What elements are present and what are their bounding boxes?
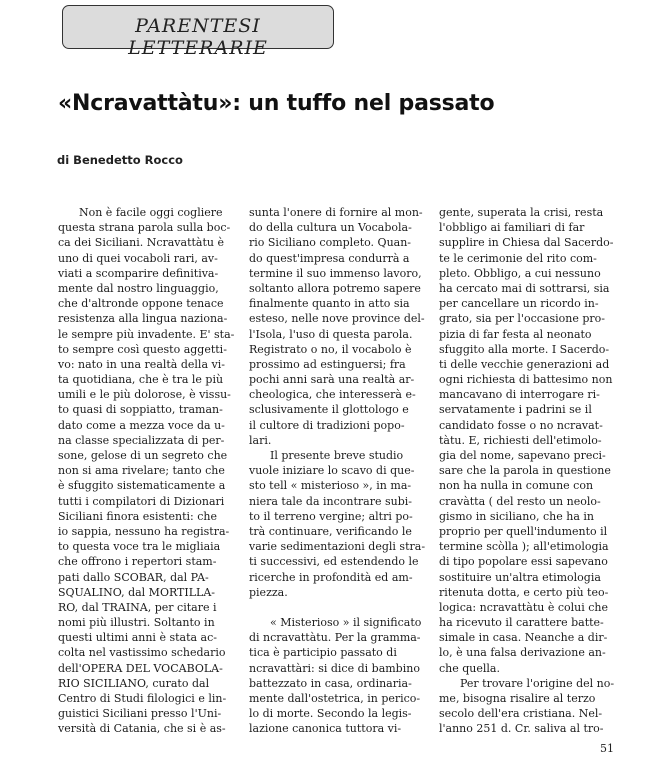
text-line: « Misterioso » il significato — [249, 616, 422, 630]
text-line: ti delle vecchie generazioni ad — [439, 357, 610, 371]
text-line: to sempre così questo aggetti- — [58, 342, 227, 356]
text-line: io sappia, nessuno ha registra- — [58, 524, 230, 538]
text-line: ogni richiesta di battesimo non — [439, 373, 613, 387]
text-line: sunta l'onere di fornire al mon- — [249, 206, 423, 219]
text-column-2 — [249, 205, 425, 737]
text-line: niera tale da incontrare subi- — [249, 494, 413, 508]
text-line: tica è participio passato di — [249, 646, 397, 660]
text-line: questa strana parola sulla boc- — [58, 221, 231, 235]
text-line: resistenza alla lingua naziona- — [58, 312, 228, 326]
section-label: PARENTESI LETTERARIE — [128, 15, 268, 59]
text-line: Per trovare l'origine del no- — [439, 676, 615, 690]
text-line: uno di quei vocaboli rari, av- — [58, 251, 218, 265]
text-line: esteso, nelle nove province del- — [249, 312, 425, 326]
text-line: cheologica, che interesserà e- — [249, 388, 416, 402]
text-line: lari. — [249, 433, 272, 447]
text-line: vo: nato in una realtà della vi- — [58, 357, 225, 371]
text-line: do quest'impresa condurrà a — [249, 251, 410, 265]
text-line: gente, superata la crisi, resta — [439, 206, 604, 219]
text-line: che offrono i repertori stam- — [58, 555, 217, 569]
text-line: finalmente quanto in atto sia — [249, 297, 410, 311]
text-line: pochi anni sarà una realtà ar- — [249, 373, 415, 387]
text-line: Non è facile oggi cogliere — [58, 206, 223, 219]
text-line: le sempre più invadente. E' sta- — [58, 327, 235, 341]
text-line: servatamente i padrini se il — [439, 403, 592, 417]
text-line: mente dal nostro linguaggio, — [58, 281, 219, 295]
text-line: varie sedimentazioni degli stra- — [249, 540, 426, 554]
text-line: sone, gelose di un segreto che — [58, 449, 228, 462]
text-line: ca dei Siciliani. Ncravattàtu è — [58, 236, 224, 250]
text-line: ti successivi, ed estendendo le — [249, 555, 419, 569]
article-title: «Ncravattàtu»: un tuffo nel passato — [58, 91, 495, 116]
text-line: na classe specializzata di per- — [58, 433, 225, 447]
text-line: sostituire un'altra etimologia — [439, 570, 601, 584]
text-line: proprio per quell'indumento il — [439, 524, 608, 538]
text-line: sto tell « misterioso », in ma- — [249, 479, 412, 493]
text-line: piezza. — [249, 585, 288, 599]
text-line: te le cerimonie del rito com- — [439, 251, 597, 265]
text-line: to questa voce tra le migliaia — [58, 540, 221, 554]
text-line: non ha nulla in comune con — [439, 479, 594, 493]
text-line: ricerche in profondità ed am- — [249, 570, 413, 584]
text-line: è sfuggito sistematicamente a — [58, 479, 226, 493]
text-line: logica: ncravattàtu è colui che — [439, 600, 609, 614]
text-line: che d'altronde oppone tenace — [58, 297, 224, 311]
text-line: to il terreno vergine; altri po- — [249, 509, 413, 523]
page-number: 51 — [600, 742, 614, 755]
text-line: guistici Siciliani presso l'Uni- — [58, 707, 222, 721]
text-line: non si ama rivelare; tanto che — [58, 464, 225, 478]
text-line: ritenuta dotta, e certo più teo- — [439, 585, 609, 599]
text-line: sfuggito alla morte. I Sacerdo- — [439, 342, 610, 356]
text-line: viati a scomparire definitiva- — [58, 266, 219, 280]
text-line: pati dallo SCOBAR, dal PA- — [58, 570, 209, 584]
text-line: tutti i compilatori di Dizionari — [58, 494, 225, 508]
text-line: l'obbligo ai familiari di far — [439, 221, 585, 235]
text-line: mancavano di interrogare ri- — [439, 388, 600, 402]
text-line: nomi più illustri. Soltanto in — [58, 616, 215, 630]
text-line: pizia di far festa al neonato — [439, 327, 592, 341]
text-line: RIO SICILIANO, curato dal — [58, 676, 210, 690]
text-line: tàtu. E, richiesti dell'etimolo- — [439, 433, 602, 447]
text-line: pleto. Obbligo, a cui nessuno — [439, 266, 601, 280]
text-line: versità di Catania, che si è as- — [58, 722, 226, 736]
text-line: mente dall'ostetrica, in perico- — [249, 692, 421, 705]
text-line: termine scòlla ); all'etimologia — [439, 540, 609, 554]
text-line: candidato fosse o no ncravat- — [439, 418, 603, 432]
text-line: il cultore di tradizioni popo- — [249, 418, 405, 432]
text-line: trà continuare, verificando le — [249, 524, 412, 538]
text-column-3 — [439, 205, 614, 737]
text-line: battezzato in casa, ordinaria- — [249, 676, 412, 690]
text-line: soltanto allora potremo sapere — [249, 281, 421, 295]
text-line: umili e le più dolorose, è vissu- — [58, 388, 231, 402]
text-line: rio Siciliano completo. Quan- — [249, 236, 412, 250]
section-header-box — [62, 5, 334, 59]
text-line: l'Isola, l'uso di questa parola. — [249, 327, 413, 341]
text-line: grato, sia per l'occasione pro- — [439, 312, 605, 326]
text-line: gismo in siciliano, che ha in — [439, 509, 594, 523]
text-line: RO, dal TRAINA, per citare i — [58, 600, 217, 614]
text-line: di tipo popolare essi sapevano — [439, 555, 608, 569]
text-line: Registrato o no, il vocabolo è — [249, 342, 412, 356]
text-line: Il presente breve studio — [249, 449, 404, 462]
text-line: per cancellare un ricordo in- — [439, 297, 599, 311]
text-line: sclusivamente il glottologo e — [249, 403, 409, 417]
text-line: secolo dell'era cristiana. Nel- — [439, 707, 603, 721]
text-line: supplire in Chiesa dal Sacerdo- — [439, 236, 614, 250]
text-line: ha ricevuto il carattere batte- — [439, 616, 604, 630]
text-line: prossimo ad estinguersi; fra — [249, 357, 406, 371]
text-line: lo di morte. Secondo la legis- — [249, 707, 412, 721]
text-line: do della cultura un Vocabola- — [249, 221, 412, 235]
text-line: SQUALINO, dal MORTILLA- — [58, 585, 216, 599]
text-line: dell'OPERA DEL VOCABOLA- — [58, 661, 223, 675]
text-line: termine il suo immenso lavoro, — [249, 266, 422, 280]
text-line: Siciliani finora esistenti: che — [58, 509, 218, 523]
article-byline: di Benedetto Rocco — [57, 153, 183, 167]
text-line: Centro di Studi filologici e lin- — [58, 692, 227, 705]
paragraph-gap — [249, 600, 425, 615]
text-line: to quasi di soppiatto, traman- — [58, 403, 223, 417]
text-line: ncravattàri: si dice di bambino — [249, 661, 420, 675]
text-line: questi ultimi anni è stata ac- — [58, 631, 217, 645]
text-line: l'anno 251 d. Cr. saliva al tro- — [439, 722, 604, 736]
text-line: simale in casa. Neanche a dir- — [439, 631, 608, 645]
text-line: lazione canonica tuttora vi- — [249, 722, 402, 736]
text-line: ha cercato mai di sottrarsi, sia — [439, 281, 610, 295]
text-line: vuole iniziare lo scavo di que- — [249, 464, 415, 478]
text-line: lo, è una falsa derivazione an- — [439, 646, 606, 660]
text-line: colta nel vastissimo schedario — [58, 646, 226, 660]
text-line: cravàtta ( del resto un neolo- — [439, 494, 601, 508]
text-line: ta quotidiana, che è tra le più — [58, 373, 224, 387]
text-line: di ncravattàtu. Per la gramma- — [249, 631, 421, 645]
text-line: dato come a mezza voce da u- — [58, 418, 225, 432]
text-column-1 — [58, 205, 234, 737]
text-line: sare che la parola in questione — [439, 464, 611, 478]
text-line: me, bisogna risalire al terzo — [439, 692, 596, 705]
text-line: gia del nome, sapevano preci- — [439, 449, 606, 462]
text-line: che quella. — [439, 661, 500, 675]
